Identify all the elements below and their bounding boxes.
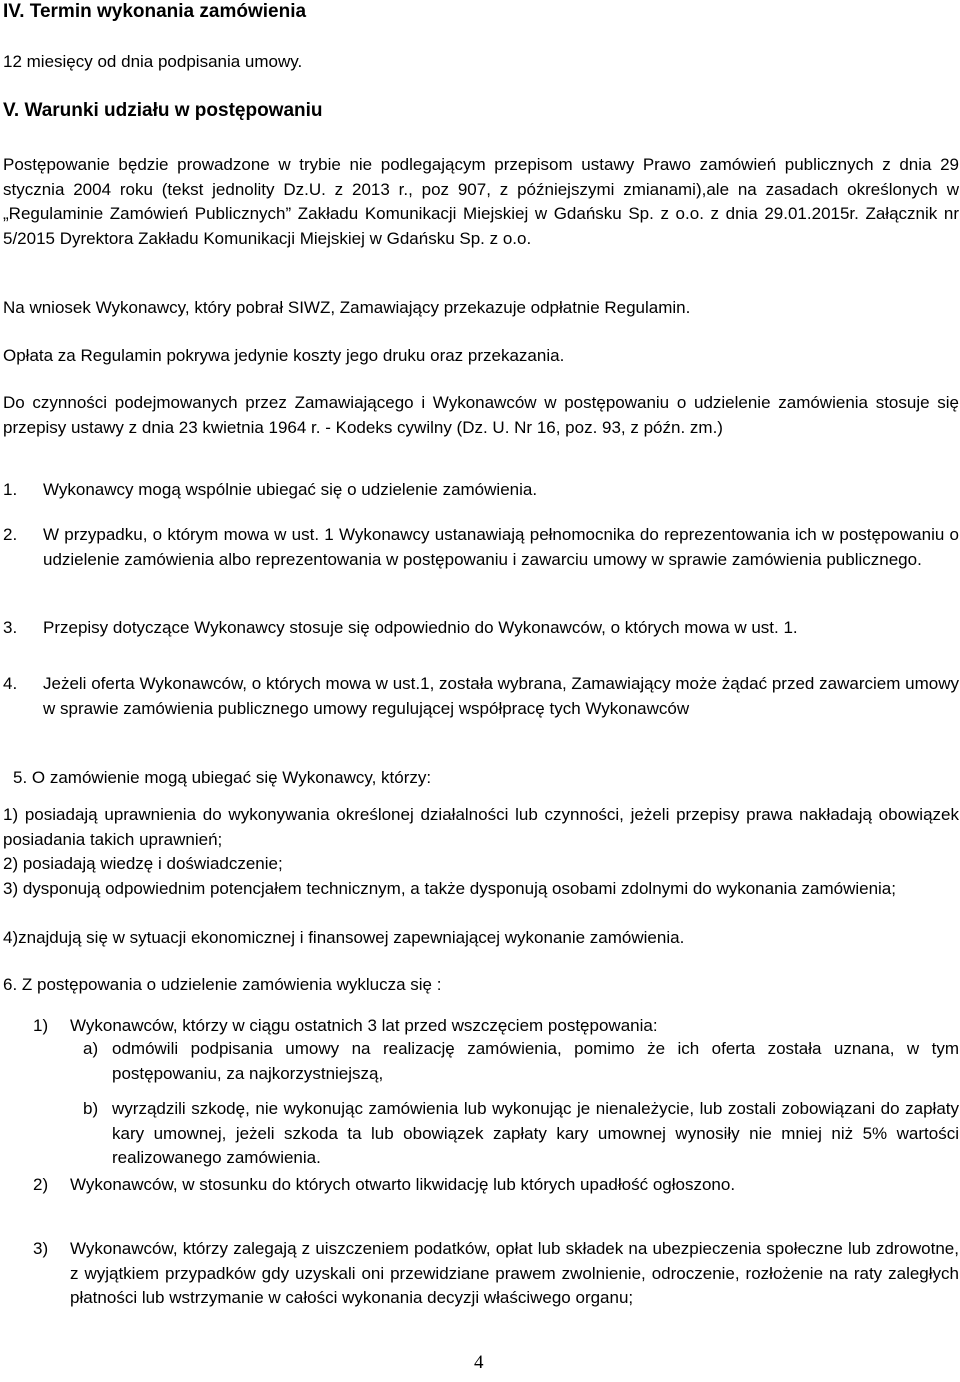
section-4-heading: IV. Termin wykonania zamówienia <box>3 1 307 22</box>
exclusion-item <box>33 1173 959 1198</box>
page-number: 4 <box>474 1352 484 1373</box>
regulamin-paragraph: Na wniosek Wykonawcy, który pobrał SIWZ, Zamawiający przekazuje odpłatnie Regulamin. <box>3 298 691 317</box>
sub-exclusion-letter: b) <box>83 1099 99 1118</box>
item-number: 4. <box>3 674 18 693</box>
exclusion-text: Wykonawców, w stosunku do których otwarto likwidację lub których upadłość ogłoszono. <box>70 1175 736 1194</box>
item-number: 2. <box>3 525 18 544</box>
sub-exclusion-letter: a) <box>83 1039 99 1058</box>
sub-exclusion-item <box>83 1097 959 1171</box>
condition-item: 3) dysponują odpowiednim potencjałem technicznym, a także dysponują osobami zdolnymi do wykonania zamówienia; <box>3 879 896 898</box>
kodeks-paragraph: Do czynności podejmowanych przez Zamawiającego i Wykonawców w postępowaniu o udzielenie zamówienia stosuje się przepisy ustawy z dnia 23 kwietnia 1964 r. - Kodeks cywilny (Dz. U. Nr 16, poz. 93, z późn. zm.) <box>3 393 959 437</box>
item-text: W przypadku, o którym mowa w ust. 1 Wykonawcy ustanawiają pełnomocnika do reprezentowania ich w postępowaniu o udzielenie zamówienia albo reprezentowania w postępowaniu i zawarciu umowy w sprawie zamówienia publicznego. <box>43 525 959 569</box>
exclusion-number: 2) <box>33 1175 49 1194</box>
item-text: Jeżeli oferta Wykonawców, o których mowa w ust.1, została wybrana, Zamawiający może żądać przed zawarciem umowy w sprawie zamówienia publicznego umowy regulującej współpracę tych Wykonawców <box>43 674 959 718</box>
condition-item: 2) posiadają wiedzę i doświadczenie; <box>3 854 283 873</box>
intro-paragraph: Postępowanie będzie prowadzone w trybie nie podlegającym przepisom ustawy Prawo zamówień publicznych z dnia 29 stycznia 2004 roku (tekst jednolity Dz.U. z 2013 r., poz 907, z późniejszymi zmianami),ale na zasadach określonych w „Regulaminie Zamówień Publicznych” Zakładu Komunikacji Miejskiej w Gdańsku Sp. z o.o. z dnia 29.01.2015r. Załącznik nr 5/2015 Dyrektora Zakładu Komunikacji Miejskiej w Gdańsku Sp. z o.o. <box>3 155 959 248</box>
exclusion-number: 1) <box>33 1016 49 1035</box>
list-item <box>3 672 959 721</box>
exclusion-text: Wykonawców, którzy zalegają z uiszczeniem podatków, opłat lub składek na ubezpieczenia społeczne lub zdrowotne, z wyjątkiem przypadków gdy uzyskali oni przewidziane prawem zwolnienie, odroczenie, rozłożenie na raty zaległych płatności lub wstrzymanie w całości wykonania decyzji właściwego organu; <box>70 1239 959 1307</box>
point-6-heading: 6. Z postępowania o udzielenie zamówienia wyklucza się : <box>3 975 442 994</box>
exclusion-item <box>33 1014 959 1039</box>
item-number: 3. <box>3 618 18 637</box>
section-4-text: 12 miesięcy od dnia podpisania umowy. <box>3 52 303 71</box>
point-5-heading: 5. O zamówienie mogą ubiegać się Wykonawcy, którzy: <box>13 768 432 787</box>
exclusion-item <box>33 1237 959 1311</box>
sub-exclusion-text: wyrządzili szkodę, nie wykonując zamówienia lub wykonując je nienależycie, lub zostali zobowiązani do zapłaty kary umownej, jeżeli szkoda ta lub obowiązek zapłaty kary umownej wynosiły nie mniej niż 5% wartości realizowanego zamówienia. <box>112 1099 959 1167</box>
list-item <box>3 478 959 503</box>
exclusion-text: Wykonawców, którzy w ciągu ostatnich 3 lat przed wszczęciem postępowania: <box>70 1016 658 1035</box>
exclusion-number: 3) <box>33 1239 49 1258</box>
item-text: Wykonawcy mogą wspólnie ubiegać się o udzielenie zamówienia. <box>43 480 538 499</box>
section-5-heading: V. Warunki udziału w postępowaniu <box>3 100 323 121</box>
oplata-paragraph: Opłata za Regulamin pokrywa jedynie koszty jego druku oraz przekazania. <box>3 346 565 365</box>
item-number: 1. <box>3 480 18 499</box>
condition-item: 1) posiadają uprawnienia do wykonywania określonej działalności lub czynności, jeżeli przepisy prawa nakładają obowiązek posiadania takich uprawnień; <box>3 805 959 849</box>
condition-item: 4)znajdują się w sytuacji ekonomicznej i finansowej zapewniającej wykonanie zamówienia. <box>3 928 685 947</box>
list-item <box>3 523 959 572</box>
sub-exclusion-text: odmówili podpisania umowy na realizację zamówienia, pomimo że ich oferta została uznana, w tym postępowaniu, za najkorzystniejszą, <box>112 1039 959 1083</box>
sub-exclusion-item <box>83 1037 959 1086</box>
list-item <box>3 616 959 641</box>
item-text: Przepisy dotyczące Wykonawcy stosuje się odpowiednio do Wykonawców, o których mowa w ust. 1. <box>43 618 798 637</box>
